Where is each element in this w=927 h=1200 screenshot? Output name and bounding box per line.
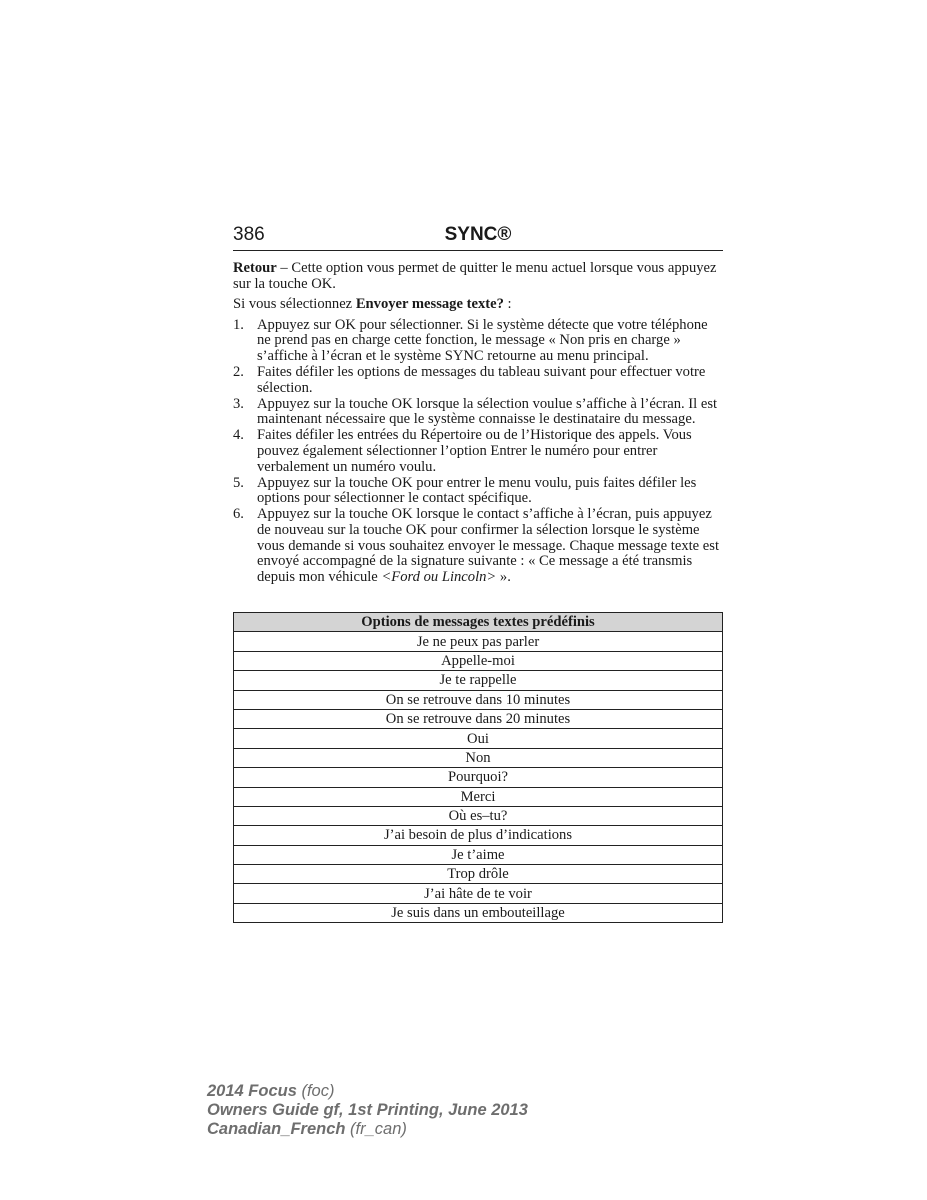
table-row <box>234 865 723 884</box>
table-cell: On se retrouve dans 10 minutes <box>234 690 723 709</box>
step-number: 6. <box>233 506 244 523</box>
footer-model-code: (foc) <box>296 1082 335 1100</box>
table-row <box>234 768 723 787</box>
predefined-messages-table <box>233 612 723 923</box>
step-signature-italic: <Ford ou Lincoln> <box>381 568 497 585</box>
step-number: 2. <box>233 364 244 381</box>
table-row <box>234 806 723 825</box>
intro-term: Retour <box>233 260 277 276</box>
footer-model: 2014 Focus <box>207 1082 297 1100</box>
step-item <box>233 397 723 428</box>
table-cell: Trop drôle <box>234 865 723 884</box>
step-text: Faites défiler les entrées du Répertoire ou de l’Historique des appels. Vous pouvez également sélectionner l’option Entrer le numéro pour entrer verbalement un numéro voulu. <box>257 427 692 475</box>
table-row <box>234 632 723 651</box>
intro-paragraph <box>233 261 723 292</box>
table-row <box>234 845 723 864</box>
footer-printing-line: Owners Guide gf, 1st Printing, June 2013 <box>207 1101 528 1119</box>
table-row <box>234 729 723 748</box>
table-cell: Je t’aime <box>234 845 723 864</box>
footer-language-line <box>207 1120 528 1139</box>
condition-bold: Envoyer message texte? <box>355 296 504 313</box>
table-row <box>234 884 723 903</box>
table-row <box>234 651 723 670</box>
table-row <box>234 748 723 767</box>
body-content <box>233 261 723 586</box>
table-cell: Pourquoi? <box>234 768 723 787</box>
intro-text: – Cette option vous permet de quitter le menu actuel lorsque vous appuyez sur la touche OK. <box>233 260 717 292</box>
table-header-row <box>234 613 723 632</box>
step-text: Appuyez sur la touche OK lorsque la sélection voulue s’affiche à l’écran. Il est maintenant nécessaire que le système connaisse le destinataire du message. <box>257 395 718 428</box>
table-cell: J’ai hâte de te voir <box>234 884 723 903</box>
table-cell: Où es–tu? <box>234 806 723 825</box>
page-number: 386 <box>233 224 265 245</box>
table-cell: Merci <box>234 787 723 806</box>
step-number: 4. <box>233 427 244 444</box>
step-text: Appuyez sur OK pour sélectionner. Si le système détecte que votre téléphone ne prend pas en charge cette fonction, le message « Non pris en charge » s’affiche à l’écran et le système SYNC retourne au menu principal. <box>257 316 708 364</box>
step-item <box>233 365 723 396</box>
page-header <box>233 224 723 251</box>
step-item <box>233 428 723 475</box>
step-number: 3. <box>233 395 244 412</box>
table-row <box>234 903 723 922</box>
section-title: SYNC® <box>444 224 512 245</box>
table-cell: On se retrouve dans 20 minutes <box>234 709 723 728</box>
table-cell: Je ne peux pas parler <box>234 632 723 651</box>
step-text: Faites défiler les options de messages du tableau suivant pour effectuer votre sélection. <box>257 364 706 396</box>
table-row <box>234 690 723 709</box>
table-cell: Oui <box>234 729 723 748</box>
condition-suffix: : <box>503 296 512 313</box>
table-cell: Non <box>234 748 723 767</box>
step-text-end: ». <box>496 568 511 585</box>
condition-paragraph <box>233 297 723 313</box>
footer-model-line <box>207 1082 528 1101</box>
print-footer <box>207 1082 528 1139</box>
step-number: 1. <box>233 316 244 333</box>
steps-list <box>233 318 723 586</box>
step-item <box>233 476 723 507</box>
step-number: 5. <box>233 474 244 491</box>
step-item <box>233 507 723 585</box>
table-row <box>234 787 723 806</box>
step-text: Appuyez sur la touche OK pour entrer le menu voulu, puis faites défiler les options pour sélectionner le contact spécifique. <box>257 474 697 507</box>
step-text: Appuyez sur la touche OK lorsque le contact s’affiche à l’écran, puis appuyez de nouveau sur la touche OK pour confirmer la sélection lorsque le système vous demande si vous souhaitez envoyer le message. Chaque message texte est envoyé accompagné de la signature suivante : « Ce message a été transmis depuis mon véhicule <box>257 506 720 585</box>
footer-language: Canadian_French <box>207 1120 346 1138</box>
footer-language-code: (fr_can) <box>345 1120 407 1138</box>
table-row <box>234 671 723 690</box>
table-row <box>234 826 723 845</box>
table-cell: Je te rappelle <box>234 671 723 690</box>
table-cell: Appelle-moi <box>234 651 723 670</box>
condition-prefix: Si vous sélectionnez <box>233 296 356 313</box>
step-item <box>233 318 723 365</box>
table-row <box>234 709 723 728</box>
table-cell: Je suis dans un embouteillage <box>234 903 723 922</box>
table-cell: J’ai besoin de plus d’indications <box>234 826 723 845</box>
table-header-cell: Options de messages textes prédéfinis <box>234 613 723 632</box>
